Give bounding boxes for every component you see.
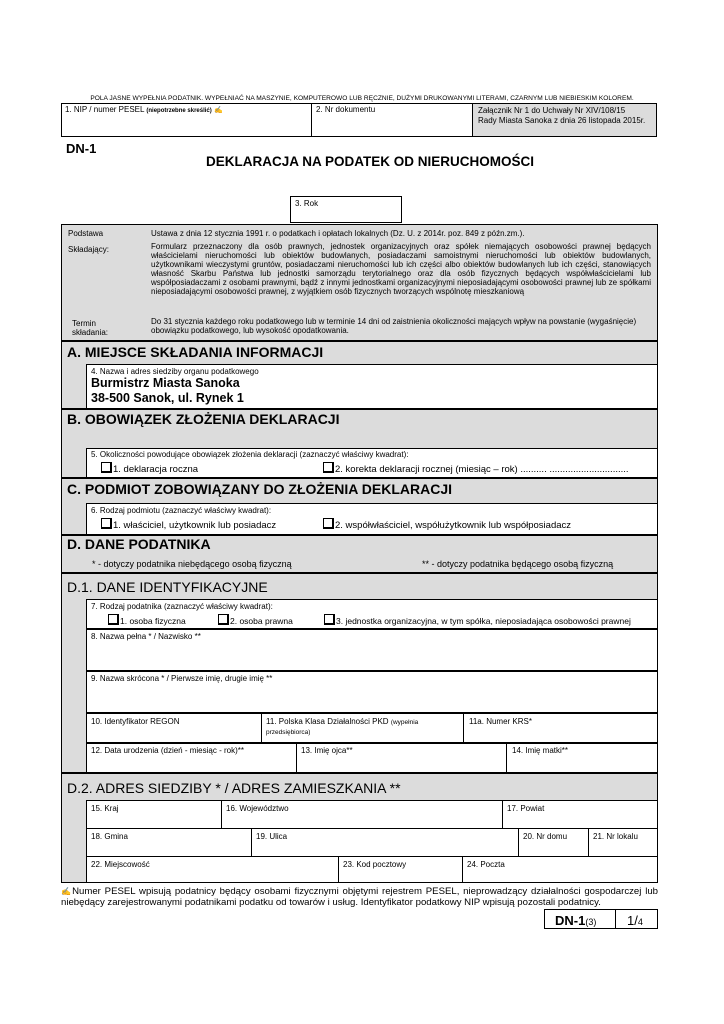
voivodeship-label: 16. Województwo (226, 804, 289, 813)
pen-icon: ✍ (61, 887, 73, 896)
postal-code-label: 23. Kod pocztowy (343, 860, 407, 869)
legal-person-option[interactable] (218, 614, 293, 626)
footer-form-code: DN-1 (555, 913, 586, 928)
city-label: 22. Miejscowość (91, 860, 150, 869)
correction-option[interactable] (323, 462, 629, 475)
pkd-field[interactable] (261, 713, 464, 743)
legal-person-checkbox[interactable] (218, 614, 229, 625)
document-number-label: 2. Nr dokumentu (316, 105, 376, 114)
full-name-field[interactable] (86, 629, 658, 671)
street-field[interactable] (251, 828, 519, 857)
birth-date-field[interactable] (86, 743, 297, 773)
apartment-number-label: 21. Nr lokalu (593, 832, 638, 841)
krs-field[interactable] (463, 713, 658, 743)
footnote (61, 886, 658, 908)
owner-option[interactable] (101, 518, 276, 531)
filers-label: Składający: (68, 245, 109, 254)
post-office-field[interactable] (462, 856, 658, 883)
co-owner-checkbox[interactable] (323, 518, 334, 529)
regon-label: 10. Identyfikator REGON (91, 717, 180, 726)
owner-checkbox[interactable] (101, 518, 112, 529)
mother-name-field[interactable] (506, 743, 658, 773)
regon-field[interactable] (86, 713, 262, 743)
section-c-title: C. PODMIOT ZOBOWIĄZANY DO ZŁOŻENIA DEKLARACJI (67, 481, 452, 497)
deadline-label-2: składania: (72, 328, 109, 337)
tax-office-name: Burmistrz Miasta Sanoka (91, 376, 240, 390)
post-office-label: 24. Poczta (467, 860, 505, 869)
tax-office-field[interactable] (86, 364, 658, 409)
commune-field[interactable] (86, 828, 252, 857)
organizational-unit-option[interactable] (324, 614, 631, 626)
correction-checkbox[interactable] (323, 462, 334, 473)
commune-label: 18. Gmina (91, 832, 128, 841)
pkd-note: (wypełnia przedsiębiorca) (266, 719, 419, 736)
birth-date-label: 12. Data urodzenia (dzień - miesiąc - rok)** (91, 746, 244, 755)
mother-name-label: 14. Imię matki** (512, 746, 569, 755)
year-field[interactable] (290, 196, 402, 223)
tax-office-address: 38-500 Sanok, ul. Rynek 1 (91, 391, 244, 405)
form-code: DN-1 (66, 141, 97, 156)
footnote-text: Numer PESEL wpisują podatnicy będący osobami fizycznymi objętymi rejestrem PESEL, nieprowadzący działalności gospodarczej lub niebędący zarejestrowanymi podatnikami podatku od towarów i usług. Identyfikator podatkowy NIP wpisują pozostali podatnicy. (61, 886, 658, 908)
natural-person-option[interactable] (108, 614, 186, 626)
short-name-field[interactable] (86, 671, 658, 713)
co-owner-option[interactable] (323, 518, 571, 531)
annual-declaration-option[interactable] (101, 462, 198, 475)
entity-type-label: 6. Rodzaj podmiotu (zaznaczyć właściwy kwadrat): (91, 506, 272, 515)
street-label: 19. Ulica (256, 832, 288, 841)
annual-declaration-checkbox[interactable] (101, 462, 112, 473)
father-name-field[interactable] (296, 743, 507, 773)
organizational-unit-checkbox[interactable] (324, 614, 335, 625)
annual-declaration-label: 1. deklaracja roczna (113, 464, 199, 475)
page-total: 4 (637, 917, 643, 927)
filers-text: Formularz przeznaczony dla osób prawnych, jednostek organizacyjnych oraz spółek niemających osobowości prawnej będących właścicielami nieruchomości lub obiektów budowlanych, posiadaczami samoistnymi nieruchomości lub obiektów budowlanych, użytkownikami wieczystymi gruntów, posiadaczami nieruchomości lub ich części albo obiektów budowlanych lub ich części, stanowiących własność Skarbu Państwa lub jednostki samorządu terytorialnego oraz dla osób fizycznych będących współwłaścicielami lub współposiadaczami z osobami prawnymi, bądź z innymi jednostkami organizacyjnymi nieposiadającymi osobowości prawnej lub ze spółkami nieposiadającymi osobowości prawnej, z wyjątkiem osób fizycznych tworzących wspólnotę mieszkaniową (151, 242, 651, 296)
co-owner-label: 2. współwłaściciel, współużytkownik lub współposiadacz (335, 520, 572, 531)
page-title: DEKLARACJA NA PODATEK OD NIERUCHOMOŚCI (205, 154, 534, 169)
section-b-title: B. OBOWIĄZEK ZŁOŻENIA DEKLARACJI (67, 411, 340, 427)
nip-pesel-field[interactable] (61, 103, 312, 137)
country-field[interactable] (86, 800, 222, 829)
postal-code-field[interactable] (338, 856, 463, 883)
apartment-number-field[interactable] (588, 828, 658, 857)
legal-person-label: 2. osoba prawna (230, 616, 293, 626)
pkd-label: 11. Polska Klasa Działalności PKD (266, 717, 389, 726)
natural-person-label: 1. osoba fizyczna (120, 616, 186, 626)
declaration-reason-label: 5. Okoliczności powodujące obowiązek złożenia deklaracji (zaznaczyć właściwy kwadrat): (91, 450, 409, 459)
basis-text: Ustawa z dnia 12 stycznia 1991 r. o podatkach i opłatach lokalnych (Dz. U. z 2014r. poz. 849 z późn.zm.). (151, 229, 525, 238)
natural-person-note: ** - dotyczy podatnika będącego osobą fizyczną (422, 559, 614, 569)
footer-form-version: (3) (585, 917, 597, 927)
footer-form-code-box (544, 909, 616, 929)
footer-page-box (615, 909, 658, 929)
info-block (61, 224, 658, 341)
taxpayer-type-label: 7. Rodzaj podatnika (zaznaczyć właściwy kwadrat): (91, 602, 273, 611)
tax-office-label: 4. Nazwa i adres siedziby organu podatkowego (91, 367, 259, 376)
krs-label: 11a. Numer KRS* (469, 717, 532, 726)
country-label: 15. Kraj (91, 804, 119, 813)
document-number-field[interactable] (311, 103, 473, 137)
correction-label: 2. korekta deklaracji rocznej (miesiąc – rok) .......... .............................. (335, 464, 629, 475)
house-number-label: 20. Nr domu (523, 832, 568, 841)
deadline-text: Do 31 stycznia każdego roku podatkowego lub w terminie 14 dni od zaistnienia okoliczności mających wpływ na powstanie (wygaśnięcie) obowiązku podatkowego, lub wysokość opodatkowania. (151, 317, 637, 335)
pen-icon: ✍ (213, 107, 223, 114)
deadline-label-1: Termin (72, 319, 97, 328)
attachment-note-box (472, 103, 657, 137)
page-number: 1/ (627, 913, 638, 928)
organizational-unit-label: 3. jednostka organizacyjna, w tym spółka, nieposiadająca osobowości prawnej (336, 616, 631, 626)
section-d-title: D. DANE PODATNIKA (67, 536, 211, 552)
county-label: 17. Powiat (507, 804, 545, 813)
year-label: 3. Rok (295, 199, 319, 208)
basis-label: Podstawa (68, 229, 104, 238)
natural-person-checkbox[interactable] (108, 614, 119, 625)
section-d2-title: D.2. ADRES SIEDZIBY * / ADRES ZAMIESZKANIA ** (67, 780, 401, 796)
section-a-title: A. MIEJSCE SKŁADANIA INFORMACJI (67, 344, 324, 360)
section-d1-title: D.1. DANE IDENTYFIKACYJNE (67, 579, 268, 595)
nip-pesel-label: 1. NIP / numer PESEL (65, 105, 145, 114)
legal-entity-note: * - dotyczy podatnika niebędącego osobą fizyczną (92, 559, 292, 569)
attachment-line-1: Załącznik Nr 1 do Uchwały Nr XIV/108/15 (478, 106, 626, 115)
top-note: POLA JASNE WYPEŁNIA PODATNIK. WYPEŁNIAĆ NA MASZYNIE, KOMPUTEROWO LUB RĘCZNIE, DUŻYMI DRUKOWANYMI LITERAMI, CZARNYM LUB NIEBIESKIM KOLOREM. (90, 95, 634, 102)
nip-pesel-note: (niepotrzebne skreślić) (146, 108, 212, 114)
owner-label: 1. właściciel, użytkownik lub posiadacz (113, 520, 277, 531)
short-name-label: 9. Nazwa skrócona * / Pierwsze imię, drugie imię ** (91, 674, 273, 683)
house-number-field[interactable] (518, 828, 589, 857)
city-field[interactable] (86, 856, 339, 883)
county-field[interactable] (502, 800, 658, 829)
attachment-line-2: Rady Miasta Sanoka z dnia 26 listopada 2015r. (478, 116, 646, 125)
full-name-label: 8. Nazwa pełna * / Nazwisko ** (91, 632, 201, 641)
father-name-label: 13. Imię ojca** (301, 746, 353, 755)
voivodeship-field[interactable] (221, 800, 503, 829)
